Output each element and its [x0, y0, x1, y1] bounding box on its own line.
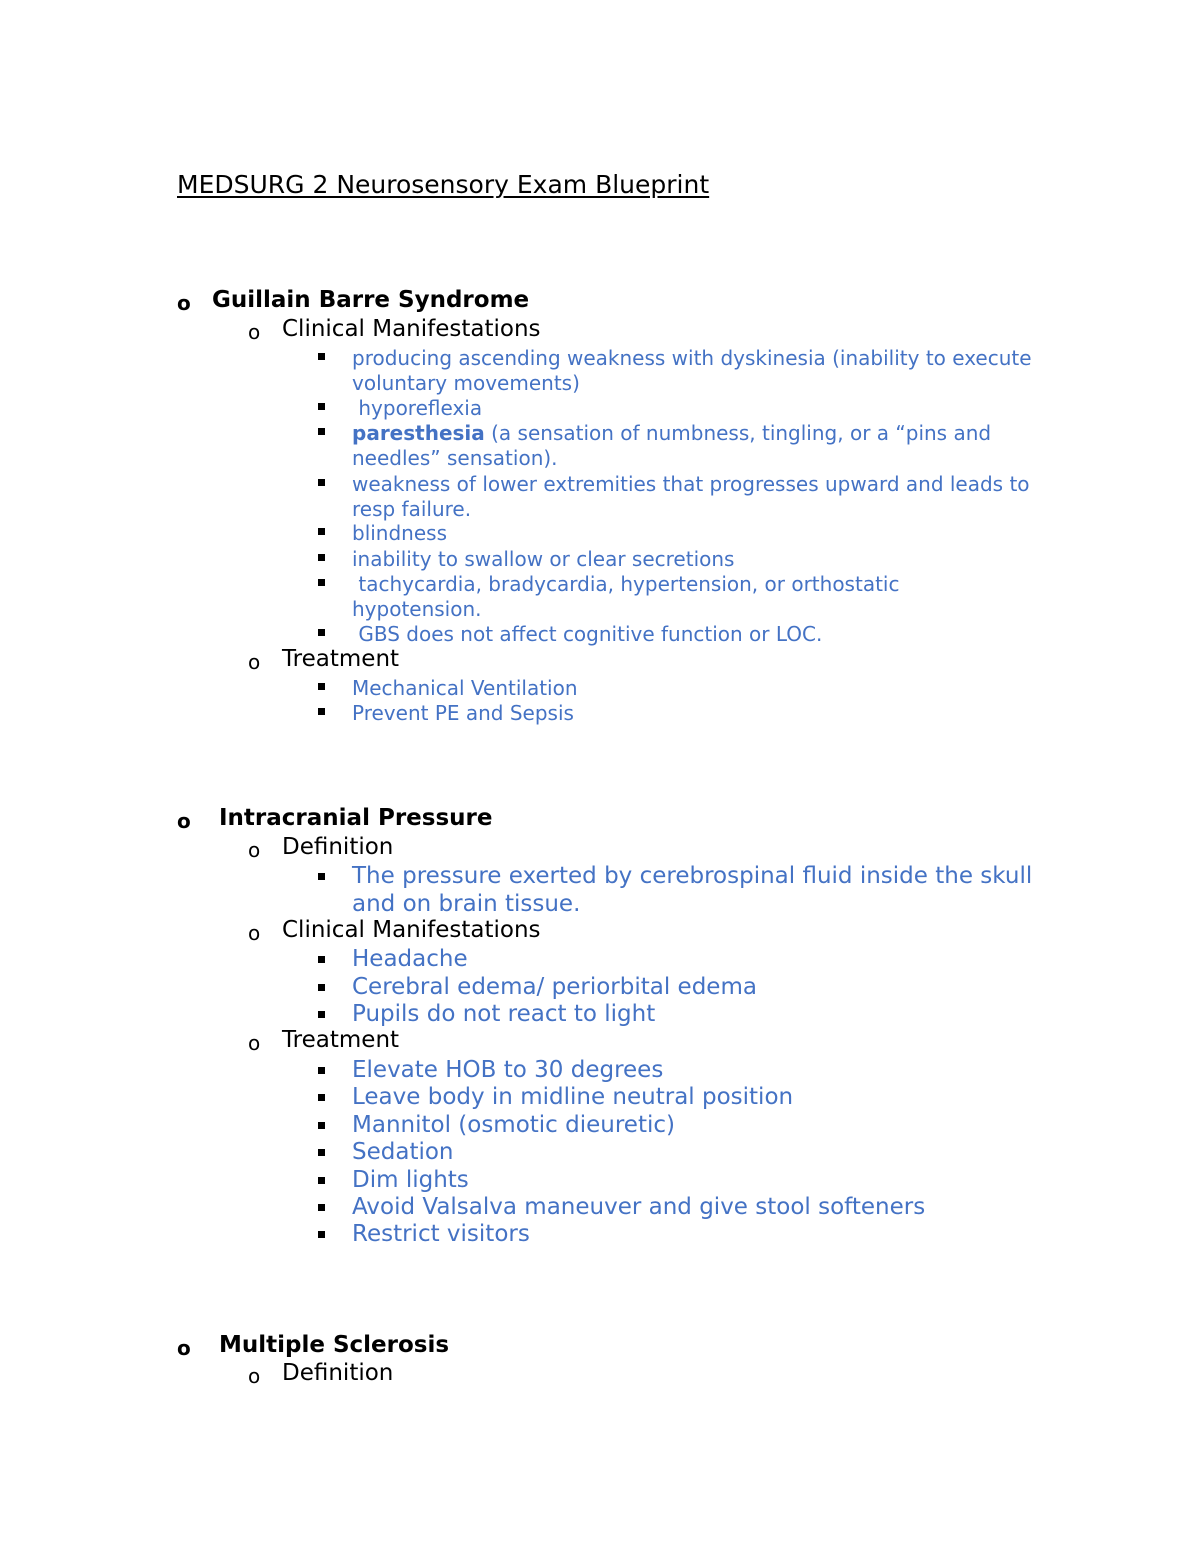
list-bullet	[318, 403, 325, 410]
list-item: producing ascending weakness with dyskinesia (inability to execute voluntary movements)	[352, 346, 1032, 395]
list-bullet	[318, 353, 325, 360]
list-bullet	[318, 579, 325, 586]
list-bullet	[318, 528, 325, 535]
list-item: Sedation	[352, 1139, 454, 1165]
list-item: Restrict visitors	[352, 1221, 530, 1247]
subsection-bullet: o	[248, 1031, 261, 1055]
list-bullet	[318, 554, 325, 561]
list-bullet	[318, 629, 325, 636]
section-bullet: o	[177, 809, 191, 833]
list-item: tachycardia, bradycardia, hypertension, or orthostatic hypotension.	[352, 572, 906, 621]
list-item: Leave body in midline neutral position	[352, 1084, 794, 1110]
section-heading-icp: Intracranial Pressure	[219, 805, 493, 831]
bold-term: paresthesia	[352, 421, 485, 445]
list-item: Cerebral edema/ periorbital edema	[352, 974, 757, 1000]
subsection-bullet: o	[248, 838, 261, 862]
list-item: inability to swallow or clear secretions	[352, 547, 735, 571]
list-item: weakness of lower extremities that progresses upward and leads to resp failure.	[352, 472, 1030, 521]
list-bullet	[318, 984, 325, 991]
list-bullet	[318, 479, 325, 486]
list-bullet	[318, 708, 325, 715]
list-bullet	[318, 1067, 325, 1074]
term-description: (a sensation of numbness, tingling, or a “pins and needles” sensation).	[352, 421, 992, 470]
list-bullet	[318, 1094, 325, 1101]
list-bullet	[318, 1231, 325, 1238]
list-item: blindness	[352, 521, 447, 545]
list-item	[352, 421, 1052, 471]
list-bullet	[318, 683, 325, 690]
document-title: MEDSURG 2 Neurosensory Exam Blueprint	[177, 170, 710, 199]
list-bullet	[318, 1177, 325, 1184]
list-bullet	[318, 428, 325, 435]
list-item: Mannitol (osmotic dieuretic)	[352, 1112, 675, 1138]
list-bullet	[318, 1011, 325, 1018]
list-item: Prevent PE and Sepsis	[352, 701, 574, 725]
subsection-label: Definition	[282, 834, 394, 860]
list-item: The pressure exerted by cerebrospinal fluid inside the skull and on brain tissue.	[352, 863, 1033, 917]
subsection-label: Clinical Manifestations	[282, 316, 541, 342]
section-bullet: o	[177, 291, 191, 315]
subsection-label: Clinical Manifestations	[282, 917, 541, 943]
section-heading-ms: Multiple Sclerosis	[219, 1332, 450, 1358]
list-item: Avoid Valsalva maneuver and give stool softeners	[352, 1194, 926, 1220]
list-bullet	[318, 1122, 325, 1129]
list-item: GBS does not affect cognitive function or LOC.	[352, 622, 823, 646]
list-item: hyporeflexia	[352, 396, 483, 420]
list-bullet	[318, 1149, 325, 1156]
subsection-bullet: o	[248, 1364, 261, 1388]
list-item: Headache	[352, 946, 468, 972]
subsection-bullet: o	[248, 650, 261, 674]
list-bullet	[318, 956, 325, 963]
subsection-bullet: o	[248, 921, 261, 945]
section-bullet: o	[177, 1336, 191, 1360]
subsection-label: Treatment	[282, 1027, 400, 1053]
subsection-label: Definition	[282, 1360, 394, 1386]
subsection-bullet: o	[248, 320, 261, 344]
list-item: Dim lights	[352, 1167, 469, 1193]
list-item: Mechanical Ventilation	[352, 676, 578, 700]
subsection-label: Treatment	[282, 646, 400, 672]
list-bullet	[318, 1204, 325, 1211]
list-item: Pupils do not react to light	[352, 1001, 656, 1027]
list-bullet	[318, 873, 325, 880]
list-item: Elevate HOB to 30 degrees	[352, 1057, 664, 1083]
section-heading-gbs: Guillain Barre Syndrome	[212, 287, 530, 313]
